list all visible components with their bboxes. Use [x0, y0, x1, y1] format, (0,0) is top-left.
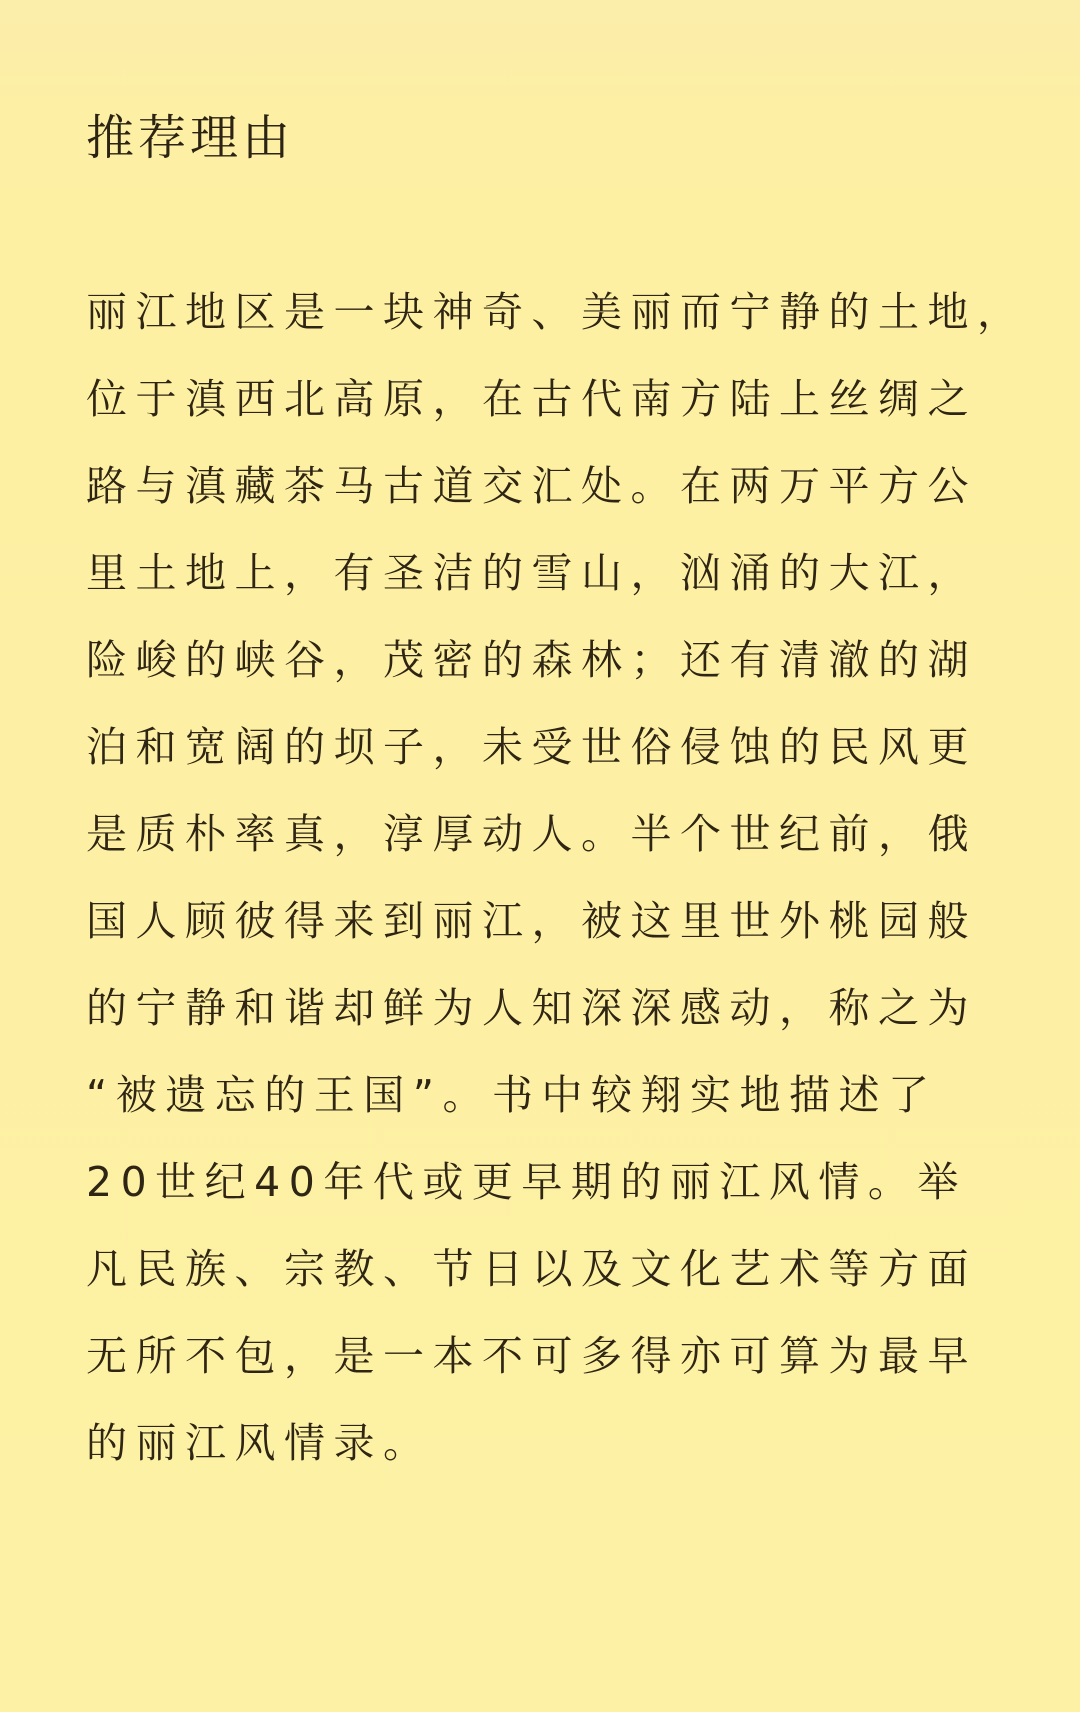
body-line: 路与滇藏茶马古道交汇处。在两万平方公	[86, 462, 977, 510]
body-line: 位于滇西北高原，在古代南方陆上丝绸之	[86, 375, 977, 423]
body-line: 国人顾彼得来到丽江，被这里世外桃园般	[86, 897, 977, 945]
body-line: 凡民族、宗教、节日以及文化艺术等方面	[86, 1245, 977, 1293]
body-line: 是质朴率真，淳厚动人。半个世纪前，俄	[86, 810, 977, 858]
body-line: 的宁静和谐却鲜为人知深深感动，称之为	[86, 984, 977, 1032]
body-line: “被遗忘的王国”。书中较翔实地描述了	[86, 1071, 938, 1119]
body-line: 泊和宽阔的坝子，未受世俗侵蚀的民风更	[86, 723, 977, 771]
recommendation-body	[86, 280, 1027, 1498]
body-line: 无所不包，是一本不可多得亦可算为最早	[86, 1332, 977, 1380]
body-line: 里土地上，有圣洁的雪山，汹涌的大江，	[86, 549, 977, 597]
body-line: 20世纪40年代或更早期的丽江风情。举	[86, 1158, 967, 1206]
body-line: 险峻的峡谷，茂密的森林；还有清澈的湖	[86, 636, 977, 684]
body-line: 丽江地区是一块神奇、美丽而宁静的土地，	[86, 288, 1027, 336]
section-title: 推荐理由	[86, 110, 295, 166]
body-line: 的丽江风情录。	[86, 1419, 433, 1467]
